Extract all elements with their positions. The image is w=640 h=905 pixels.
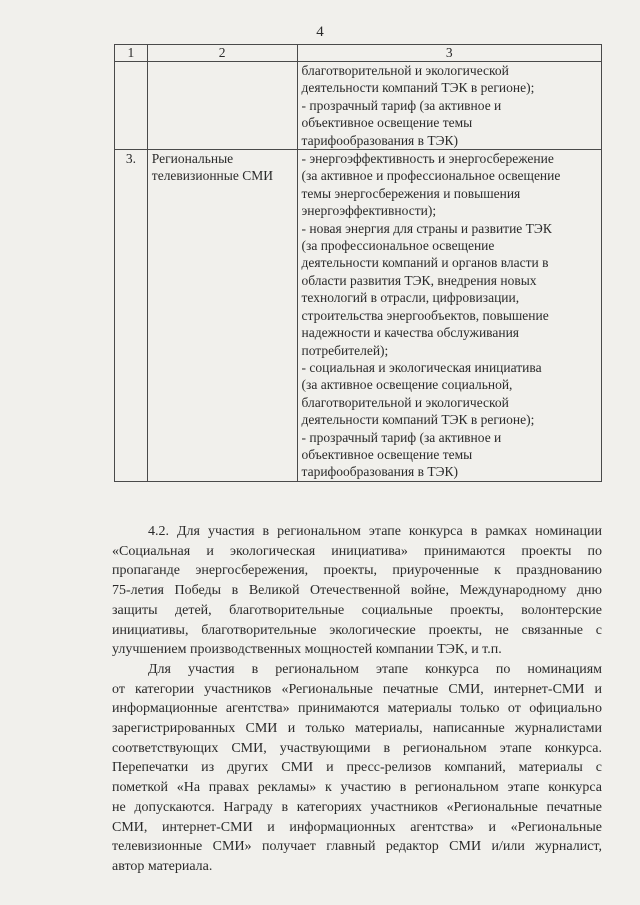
topic-line: деятельности компаний и органов власти в xyxy=(301,255,549,271)
participant-category xyxy=(147,62,297,150)
table-row xyxy=(115,62,602,150)
topic-line: потребителей); xyxy=(301,342,389,358)
topic-line: технологий в отрасли, цифровизации, xyxy=(301,290,520,306)
topic-line: - прозрачный тариф (за активное и xyxy=(301,429,502,445)
topic-line: - новая энергия для страны и развитие ТЭК xyxy=(301,220,552,236)
table-header-row xyxy=(115,45,602,62)
text-line: 4.2. Для участия в региональном этапе конкурса в рамках номинации xyxy=(148,524,602,539)
column-header: 2 xyxy=(147,45,297,62)
nominations-table xyxy=(114,44,602,482)
row-number: 3. xyxy=(115,150,148,482)
page-number: 4 xyxy=(316,24,324,40)
row-number xyxy=(115,62,148,150)
topic-line: надежности и качества обслуживания xyxy=(301,325,520,341)
text-line: Для участия в региональном этапе конкурса по номинациям xyxy=(148,661,602,677)
category-line: телевизионные СМИ xyxy=(151,168,273,184)
topic-line: темы энергосбережения и повышения xyxy=(301,185,521,201)
topic-line: тарифообразования в ТЭК) xyxy=(301,132,459,148)
topic-line: объективное освещение темы xyxy=(301,446,473,462)
text-line: автор материала. xyxy=(112,858,213,874)
category-line: Региональные xyxy=(151,151,234,167)
text-line: улучшением производственных мощностей компании ТЭК, и т.п. xyxy=(112,642,502,658)
topic-line: благотворительной и экологической xyxy=(301,63,509,78)
text-line: 75-летия Победы в Великой Отечественной войне, Международному дню xyxy=(112,583,602,599)
text-line: пометкой «На правах рекламы» к участию в региональном этапе конкурса xyxy=(112,780,602,796)
topic-line: - социальная и экологическая инициатива xyxy=(301,359,542,375)
topic-line: благотворительной и экологической xyxy=(301,394,509,410)
text-line: зарегистрированных СМИ и только материалы, написанные журналистами xyxy=(112,721,602,737)
table-row xyxy=(115,150,602,482)
participant-category xyxy=(147,150,297,482)
topic-line: деятельности компаний ТЭК в регионе); xyxy=(301,412,535,428)
topic-line: объективное освещение темы xyxy=(301,115,473,131)
text-line: СМИ, интернет-СМИ и информационных агентства» и «Региональные xyxy=(112,819,602,835)
nomination-topics xyxy=(297,62,601,150)
text-line: соответствующих СМИ, участвующими в региональном этапе конкурса. xyxy=(112,740,602,756)
text-line: «Социальная и экологическая инициатива» принимаются проекты по xyxy=(112,543,602,559)
text-line: не допускаются. Награду в категориях участников «Региональные печатные xyxy=(112,799,602,815)
topic-line: (за активное и профессиональное освещение xyxy=(301,168,561,184)
body-text xyxy=(112,522,602,877)
topic-line: строительства энергообъектов, повышение xyxy=(301,307,549,323)
paragraph-media-requirements xyxy=(112,660,602,877)
nomination-topics xyxy=(297,150,601,482)
topic-line: энергоэффективности); xyxy=(301,203,437,219)
topic-line: области развития ТЭК, внедрения новых xyxy=(301,272,537,288)
topic-line: тарифообразования в ТЭК) xyxy=(301,464,459,480)
text-line: инициативы, благотворительные экологические проекты, не связанные с xyxy=(112,622,602,638)
text-line: информационные агентства» принимаются материалы только от официально xyxy=(112,701,602,717)
text-line: защиты детей, благотворительные социальные проекты, волонтерские xyxy=(112,602,602,618)
topic-line: - прозрачный тариф (за активное и xyxy=(301,97,502,113)
paragraph-4-2 xyxy=(112,522,602,660)
text-line: Перепечатки из других СМИ и пресс-релизов компаний, материалы с xyxy=(112,760,602,776)
column-header: 3 xyxy=(297,45,601,62)
text-line: пропаганде энергосбережения, проекты, приуроченные к празднованию xyxy=(112,563,602,579)
topic-line: деятельности компаний ТЭК в регионе); xyxy=(301,80,535,96)
text-line: телевизионные СМИ» получает главный редактор СМИ и/или журналист, xyxy=(112,839,602,855)
topic-line: (за активное освещение социальной, xyxy=(301,377,513,393)
column-header: 1 xyxy=(115,45,148,62)
topic-line: (за профессиональное освещение xyxy=(301,238,495,254)
text-line: от категории участников «Региональные печатные СМИ, интернет-СМИ и xyxy=(112,681,602,697)
topic-line: - энергоэффективность и энергосбережение xyxy=(301,151,554,167)
